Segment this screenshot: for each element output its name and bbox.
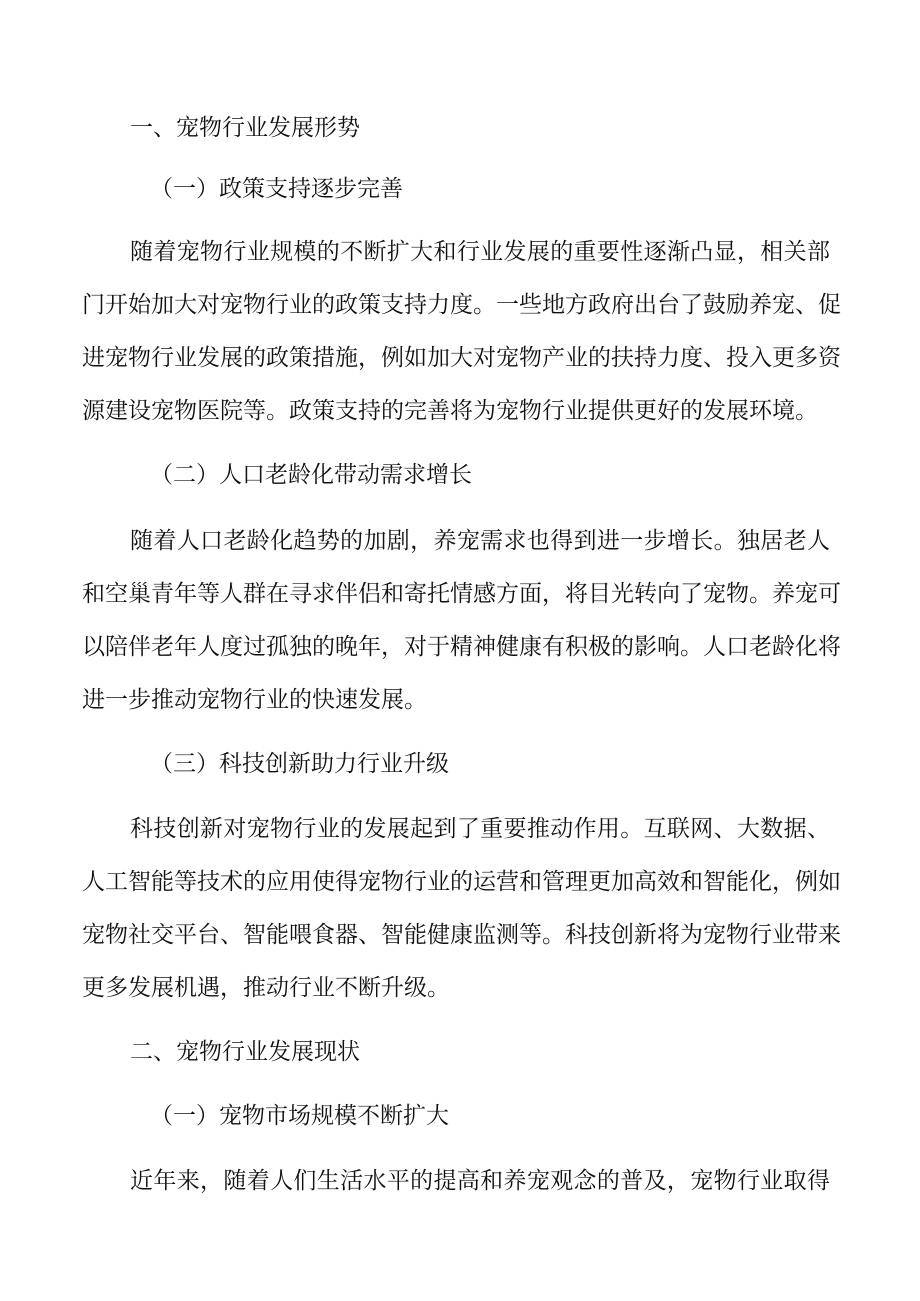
paragraph-line: 进一步推动宠物行业的快速发展。 xyxy=(82,687,427,713)
paragraph-line: 随着人口老龄化趋势的加剧，养宠需求也得到进一步增长。独居老人 xyxy=(130,528,830,554)
paragraph-line: 进宠物行业发展的政策措施，例如加大对宠物产业的扶持力度、投入更多资 xyxy=(82,345,841,371)
subsection-heading: （一）政策支持逐步完善 xyxy=(150,176,403,202)
paragraph-line: 随着宠物行业规模的不断扩大和行业发展的重要性逐渐凸显，相关部 xyxy=(130,239,830,265)
paragraph-line: 科技创新对宠物行业的发展起到了重要推动作用。互联网、大数据、 xyxy=(130,816,830,842)
paragraph-line: 源建设宠物医院等。政策支持的完善将为宠物行业提供更好的发展环境。 xyxy=(82,398,818,424)
subsection-heading: （一）宠物市场规模不断扩大 xyxy=(150,1103,449,1129)
paragraph-line: 近年来，随着人们生活水平的提高和养宠观念的普及，宠物行业取得 xyxy=(130,1168,830,1194)
section-heading: 一、宠物行业发展形势 xyxy=(130,115,360,141)
paragraph-line: 以陪伴老年人度过孤独的晚年，对于精神健康有积极的影响。人口老龄化将 xyxy=(82,634,841,660)
paragraph-line: 更多发展机遇，推动行业不断升级。 xyxy=(82,975,450,1001)
subsection-heading: （二）人口老龄化带动需求增长 xyxy=(150,462,472,488)
paragraph-line: 和空巢青年等人群在寻求伴侣和寄托情感方面，将目光转向了宠物。养宠可 xyxy=(82,581,841,607)
paragraph-line: 人工智能等技术的应用使得宠物行业的运营和管理更加高效和智能化，例如 xyxy=(82,869,841,895)
subsection-heading: （三）科技创新助力行业升级 xyxy=(150,751,449,777)
section-heading: 二、宠物行业发展现状 xyxy=(130,1039,360,1065)
paragraph-line: 宠物社交平台、智能喂食器、智能健康监测等。科技创新将为宠物行业带来 xyxy=(82,922,841,948)
paragraph-line: 门开始加大对宠物行业的政策支持力度。一些地方政府出台了鼓励养宠、促 xyxy=(82,292,841,318)
